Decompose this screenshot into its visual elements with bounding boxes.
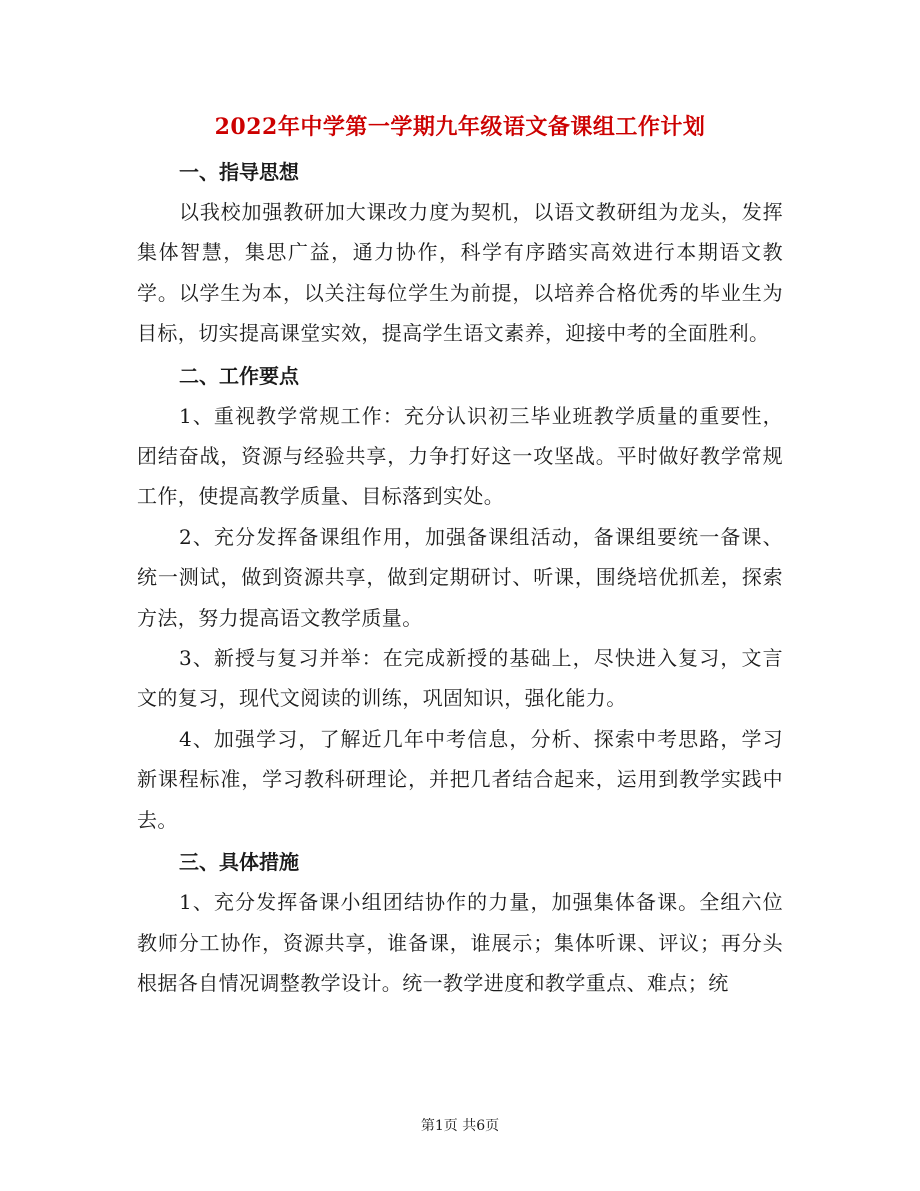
paragraph: 3、新授与复习并举：在完成新授的基础上，尽快进入复习，文言文的复习，现代文阅读的训练，巩固知识，强化能力。 [137,646,783,711]
section-heading-specific-measures: 三、具体措施 [179,850,299,875]
paragraph: 1、充分发挥备课小组团结协作的力量，加强集体备课。全组六位教师分工协作，资源共享，谁备课，谁展示；集体听课、评议；再分头根据各自情况调整教学设计。统一教学进度和教学重点、难点；统 [137,890,783,995]
paragraph: 2、充分发挥备课组作用，加强备课组活动，备课组要统一备课、统一测试，做到资源共享，做到定期研讨、听课，围绕培优抓差，探索方法，努力提高语文教学质量。 [137,524,783,630]
paragraph: 1、重视教学常规工作：充分认识初三毕业班教学质量的重要性，团结奋战，资源与经验共享，力争打好这一攻坚战。平时做好教学常规工作，使提高教学质量、目标落到实处。 [137,403,783,509]
document-title: 2022年中学第一学期九年级语文备课组工作计划 [214,114,706,140]
paragraph: 4、加强学习，了解近几年中考信息，分析、探索中考思路，学习新课程标准，学习教科研理论，并把几者结合起来，运用到教学实践中去。 [137,726,783,832]
document-body [137,152,783,1003]
section-heading-work-points: 二、工作要点 [179,363,299,388]
paragraph: 以我校加强教研加大课改力度为契机，以语文教研组为龙头，发挥集体智慧，集思广益，通力协作，科学有序踏实高效进行本期语文教学。以学生为本，以关注每位学生为前提，以培养合格优秀的毕业生为目标，切实提高课堂实效，提高学生语文素养，迎接中考的全面胜利。 [137,200,783,346]
page-footer: 第1页 共6页 [420,1118,500,1134]
section-heading-guiding-ideology: 一、指导思想 [179,160,299,184]
